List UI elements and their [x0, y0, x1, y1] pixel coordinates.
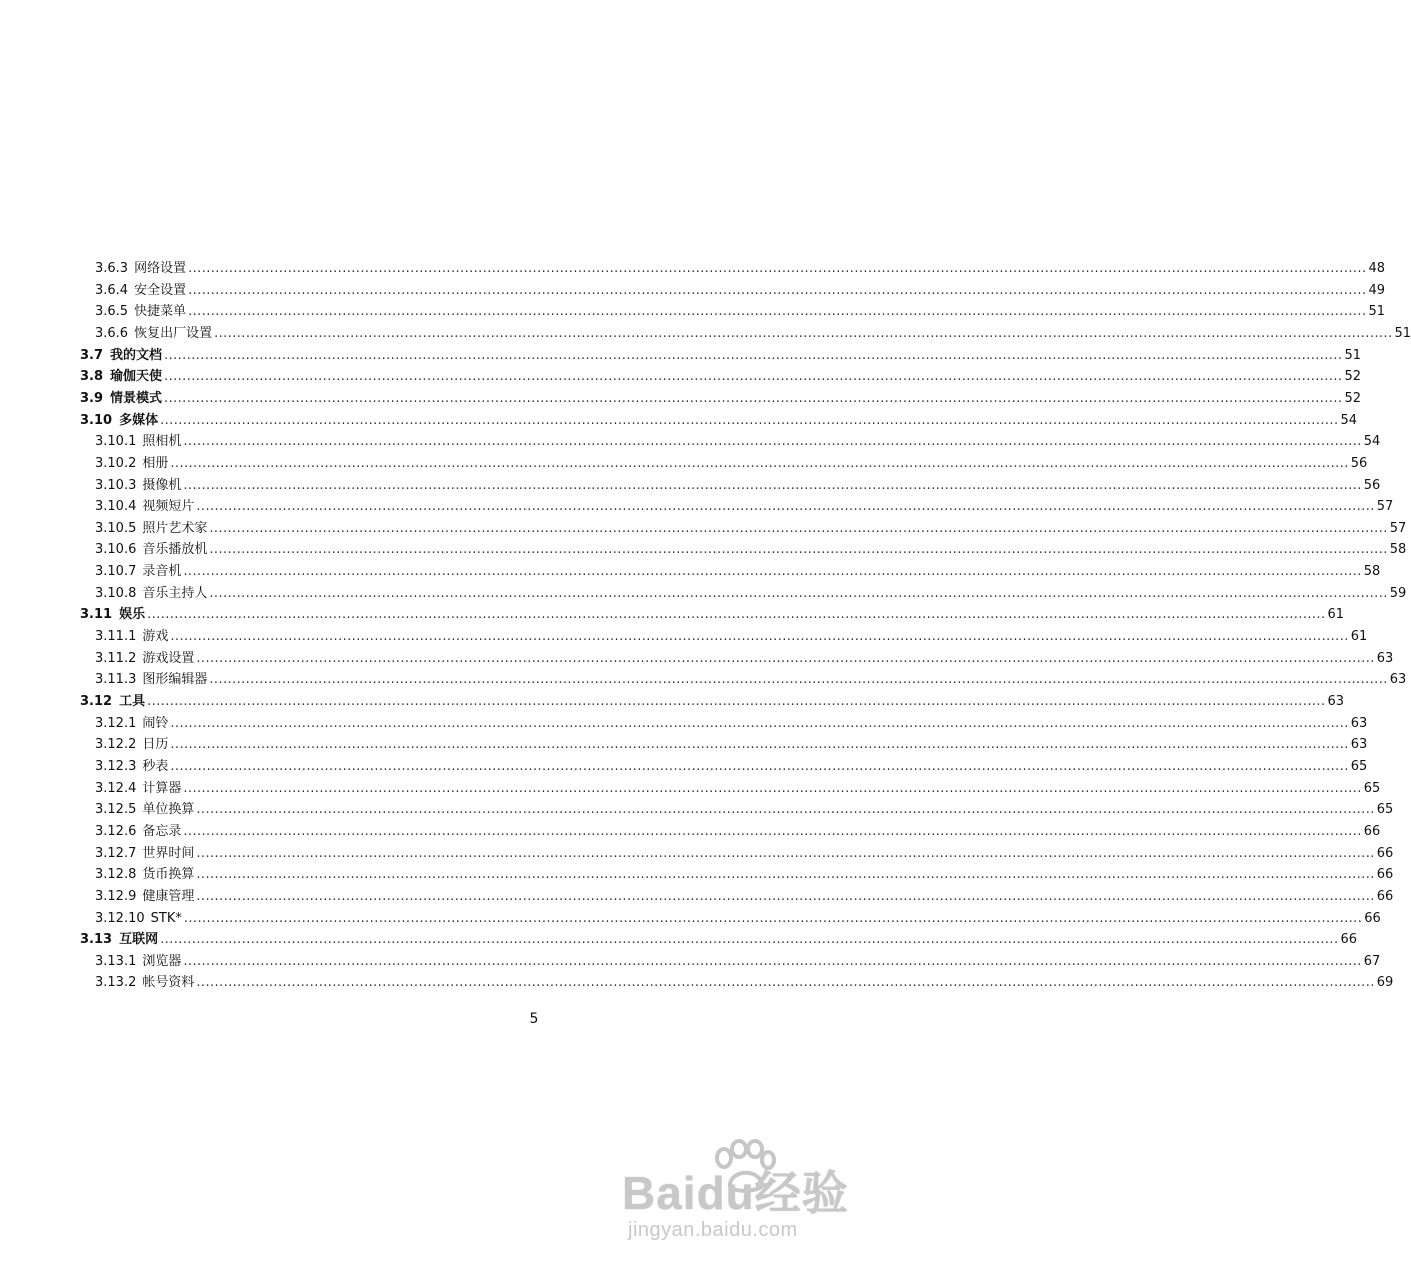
toc-entry: [80, 692, 1345, 712]
toc-entry-page: 65: [1363, 781, 1381, 796]
toc-entry-title: 恢复出厂设置: [134, 326, 213, 341]
toc-entry-page: 63: [1350, 737, 1368, 752]
toc-entry-title: 浏览器: [142, 954, 182, 969]
toc-entry-title: 图形编辑器: [142, 672, 208, 687]
toc-entry: [95, 497, 1394, 517]
toc-entry: [95, 454, 1368, 474]
toc-dot-leader: ....................................................................................................................................................................................................................................................................: [196, 499, 1375, 514]
toc-entry-page: 61: [1350, 629, 1368, 644]
toc-entry-page: 65: [1350, 759, 1368, 774]
toc-entry-number: 3.12.3: [95, 759, 137, 774]
toc-entry: [95, 562, 1381, 582]
toc-entry: [80, 389, 1361, 409]
toc-dot-leader: ....................................................................................................................................................................................................................................................................: [160, 413, 1339, 428]
toc-dot-leader: ....................................................................................................................................................................................................................................................................: [183, 824, 1362, 839]
toc-entry: [95, 887, 1394, 907]
toc-entry-number: 3.10.6: [95, 542, 137, 557]
toc-entry-title: 情景模式: [110, 391, 163, 406]
toc-entry-page: 51: [1368, 304, 1386, 319]
toc-entry-title: 游戏设置: [142, 651, 195, 666]
toc-dot-leader: ....................................................................................................................................................................................................................................................................: [183, 954, 1362, 969]
toc-entry-page: 49: [1368, 283, 1386, 298]
toc-dot-leader: ....................................................................................................................................................................................................................................................................: [170, 629, 1349, 644]
toc-entry-number: 3.10.2: [95, 456, 137, 471]
toc-dot-leader: ....................................................................................................................................................................................................................................................................: [164, 369, 1343, 384]
toc-entry-page: 63: [1376, 651, 1394, 666]
toc-entry-title: 我的文档: [110, 348, 163, 363]
toc-entry-title: 工具: [119, 694, 146, 709]
toc-entry-page: 58: [1363, 564, 1381, 579]
toc-entry-number: 3.10.5: [95, 521, 137, 536]
toc-dot-leader: ....................................................................................................................................................................................................................................................................: [147, 607, 1326, 622]
toc-entry: [80, 605, 1345, 625]
toc-entry-number: 3.8: [80, 369, 104, 384]
toc-entry-title: 闹铃: [142, 716, 169, 731]
toc-entry-number: 3.12.1: [95, 716, 137, 731]
toc-dot-leader: ....................................................................................................................................................................................................................................................................: [188, 304, 1367, 319]
toc-entry-number: 3.6.6: [95, 326, 129, 341]
toc-entry-title: 秒表: [142, 759, 169, 774]
toc-entry-title: 录音机: [142, 564, 182, 579]
toc-dot-leader: ....................................................................................................................................................................................................................................................................: [147, 694, 1326, 709]
toc-entry: [95, 952, 1381, 972]
toc-entry-page: 67: [1363, 954, 1381, 969]
toc-entry-page: 63: [1389, 672, 1407, 687]
toc-entry: [95, 735, 1368, 755]
toc-entry: [95, 757, 1368, 777]
toc-entry-title: 照片艺术家: [142, 521, 208, 536]
toc-entry-title: 备忘录: [142, 824, 182, 839]
toc-entry: [80, 411, 1358, 431]
toc-entry: [95, 909, 1381, 929]
toc-entry-number: 3.11.3: [95, 672, 137, 687]
toc-entry-number: 3.11.1: [95, 629, 137, 644]
toc-entry: [95, 779, 1381, 799]
toc-entry-number: 3.10.3: [95, 478, 137, 493]
toc-entry-title: 视频短片: [142, 499, 195, 514]
toc-entry-title: 相册: [142, 456, 169, 471]
toc-entry-page: 54: [1363, 434, 1381, 449]
toc-entry-page: 65: [1376, 802, 1394, 817]
toc-dot-leader: ....................................................................................................................................................................................................................................................................: [170, 716, 1349, 731]
toc-dot-leader: ....................................................................................................................................................................................................................................................................: [209, 586, 1388, 601]
toc-entry-title: 音乐播放机: [142, 542, 208, 557]
toc-entry-page: 57: [1389, 521, 1407, 536]
toc-entry-number: 3.9: [80, 391, 104, 406]
toc-entry-title: 帐号资料: [142, 975, 195, 990]
toc-entry-page: 61: [1327, 607, 1345, 622]
toc-dot-leader: ....................................................................................................................................................................................................................................................................: [188, 283, 1367, 298]
toc-entry-page: 66: [1376, 867, 1394, 882]
toc-dot-leader: ....................................................................................................................................................................................................................................................................: [183, 781, 1362, 796]
toc-dot-leader: ....................................................................................................................................................................................................................................................................: [196, 867, 1375, 882]
toc-dot-leader: ....................................................................................................................................................................................................................................................................: [164, 348, 1343, 363]
toc-entry-page: 63: [1350, 716, 1368, 731]
toc-entry-number: 3.6.5: [95, 304, 129, 319]
toc-dot-leader: ....................................................................................................................................................................................................................................................................: [170, 456, 1349, 471]
toc-dot-leader: ....................................................................................................................................................................................................................................................................: [196, 802, 1375, 817]
toc-entry: [95, 865, 1394, 885]
toc-entry-title: 音乐主持人: [142, 586, 208, 601]
toc-entry: [80, 346, 1361, 366]
toc-entry-title: 多媒体: [119, 413, 159, 428]
toc-entry-title: 计算器: [142, 781, 182, 796]
toc-entry-number: 3.10.8: [95, 586, 137, 601]
toc-entry-number: 3.10.4: [95, 499, 137, 514]
toc-entry-page: 66: [1364, 911, 1381, 926]
toc-entry-title: 快捷菜单: [134, 304, 187, 319]
watermark-brand: Baidu经验: [622, 1167, 849, 1219]
toc-entry: [95, 800, 1394, 820]
toc-entry-number: 3.13.2: [95, 975, 137, 990]
toc-entry-number: 3.12.9: [95, 889, 137, 904]
toc-entry-title: 安全设置: [134, 283, 187, 298]
toc-entry-number: 3.11.2: [95, 651, 137, 666]
toc-dot-leader: ....................................................................................................................................................................................................................................................................: [209, 521, 1388, 536]
toc-entry-number: 3.12.8: [95, 867, 137, 882]
toc-entry-number: 3.7: [80, 348, 104, 363]
toc-entry-number: 3.6.3: [95, 261, 129, 276]
toc-entry: [80, 367, 1361, 387]
toc-dot-leader: ....................................................................................................................................................................................................................................................................: [209, 542, 1388, 557]
toc-dot-leader: ....................................................................................................................................................................................................................................................................: [196, 651, 1375, 666]
toc-entry: [95, 302, 1386, 322]
toc-entry-page: 58: [1389, 542, 1407, 557]
toc-dot-leader: ....................................................................................................................................................................................................................................................................: [196, 846, 1375, 861]
toc-entry: [95, 324, 1411, 344]
toc-entry-number: 3.13.1: [95, 954, 137, 969]
toc-entry-title: 互联网: [119, 932, 159, 947]
baidu-jingyan-watermark: [622, 1134, 862, 1244]
toc-entry-page: 56: [1350, 456, 1368, 471]
toc-entry-number: 3.10.7: [95, 564, 137, 579]
toc-entry-number: 3.12.4: [95, 781, 137, 796]
toc-entry-number: 3.13: [80, 932, 113, 947]
toc-entry-title: 照相机: [142, 434, 182, 449]
toc-entry: [95, 584, 1407, 604]
toc-entry-number: 3.12.7: [95, 846, 137, 861]
toc-dot-leader: ....................................................................................................................................................................................................................................................................: [170, 737, 1349, 752]
toc-entry: [95, 281, 1386, 301]
toc-entry: [95, 476, 1381, 496]
toc-entry-number: 3.12.5: [95, 802, 137, 817]
toc-entry-title: 健康管理: [142, 889, 195, 904]
toc-entry-page: 66: [1376, 889, 1394, 904]
toc-entry-page: 48: [1368, 261, 1386, 276]
toc-entry-page: 51: [1344, 348, 1361, 363]
toc-entry-page: 69: [1376, 975, 1394, 990]
toc-dot-leader: ....................................................................................................................................................................................................................................................................: [196, 975, 1375, 990]
toc-entry-number: 3.12.2: [95, 737, 137, 752]
toc-entry-page: 63: [1327, 694, 1345, 709]
toc-dot-leader: ....................................................................................................................................................................................................................................................................: [196, 889, 1375, 904]
toc-entry-number: 3.6.4: [95, 283, 129, 298]
toc-entry-number: 3.12.10: [95, 911, 145, 926]
toc-entry-page: 66: [1363, 824, 1381, 839]
toc-entry: [95, 822, 1381, 842]
toc-entry: [80, 930, 1358, 950]
toc-entry-page: 66: [1376, 846, 1394, 861]
toc-entry-page: 52: [1344, 369, 1361, 384]
toc-entry-number: 3.12.6: [95, 824, 137, 839]
toc-dot-leader: ....................................................................................................................................................................................................................................................................: [183, 911, 1363, 926]
toc-entry: [95, 519, 1407, 539]
toc-dot-leader: ....................................................................................................................................................................................................................................................................: [214, 326, 1393, 341]
toc-entry-title: 日历: [142, 737, 169, 752]
toc-entry-title: 货币换算: [142, 867, 195, 882]
toc-dot-leader: ....................................................................................................................................................................................................................................................................: [183, 564, 1362, 579]
toc-dot-leader: ....................................................................................................................................................................................................................................................................: [209, 672, 1388, 687]
toc-entry-title: 瑜伽天使: [110, 369, 163, 384]
toc-dot-leader: ....................................................................................................................................................................................................................................................................: [183, 478, 1362, 493]
toc-entry-page: 54: [1340, 413, 1358, 428]
toc-entry-title: 世界时间: [142, 846, 195, 861]
toc-entry-page: 52: [1344, 391, 1361, 406]
toc-entry-title: 摄像机: [142, 478, 182, 493]
toc-entry: [95, 432, 1381, 452]
toc-dot-leader: ....................................................................................................................................................................................................................................................................: [160, 932, 1339, 947]
toc-entry-number: 3.11: [80, 607, 113, 622]
page-number: 5: [529, 1011, 539, 1027]
toc-entry-page: 57: [1376, 499, 1394, 514]
toc-entry-title: 网络设置: [134, 261, 187, 276]
toc-entry: [95, 649, 1394, 669]
toc-entry-number: 3.10: [80, 413, 113, 428]
toc-entry: [95, 627, 1368, 647]
toc-dot-leader: ....................................................................................................................................................................................................................................................................: [170, 759, 1349, 774]
toc-entry-number: 3.10.1: [95, 434, 137, 449]
toc-entry-page: 66: [1340, 932, 1358, 947]
toc-entry-page: 56: [1363, 478, 1381, 493]
toc-dot-leader: ....................................................................................................................................................................................................................................................................: [164, 391, 1343, 406]
watermark-url: jingyan.baidu.com: [628, 1219, 798, 1241]
toc-entry: [95, 844, 1394, 864]
toc-dot-leader: ....................................................................................................................................................................................................................................................................: [183, 434, 1362, 449]
toc-entry-number: 3.12: [80, 694, 113, 709]
toc-entry: [95, 540, 1407, 560]
toc-dot-leader: ....................................................................................................................................................................................................................................................................: [188, 261, 1367, 276]
toc-entry: [95, 714, 1368, 734]
toc-entry-page: 51: [1394, 326, 1411, 341]
toc-entry-title: 游戏: [142, 629, 169, 644]
toc-entry: [95, 973, 1394, 993]
toc-entry-title: 单位换算: [142, 802, 195, 817]
toc-entry-title: 娱乐: [119, 607, 146, 622]
toc-entry-title: STK*: [150, 911, 182, 926]
toc-entry-page: 59: [1389, 586, 1407, 601]
toc-entry: [95, 259, 1386, 279]
toc-entry: [95, 670, 1407, 690]
